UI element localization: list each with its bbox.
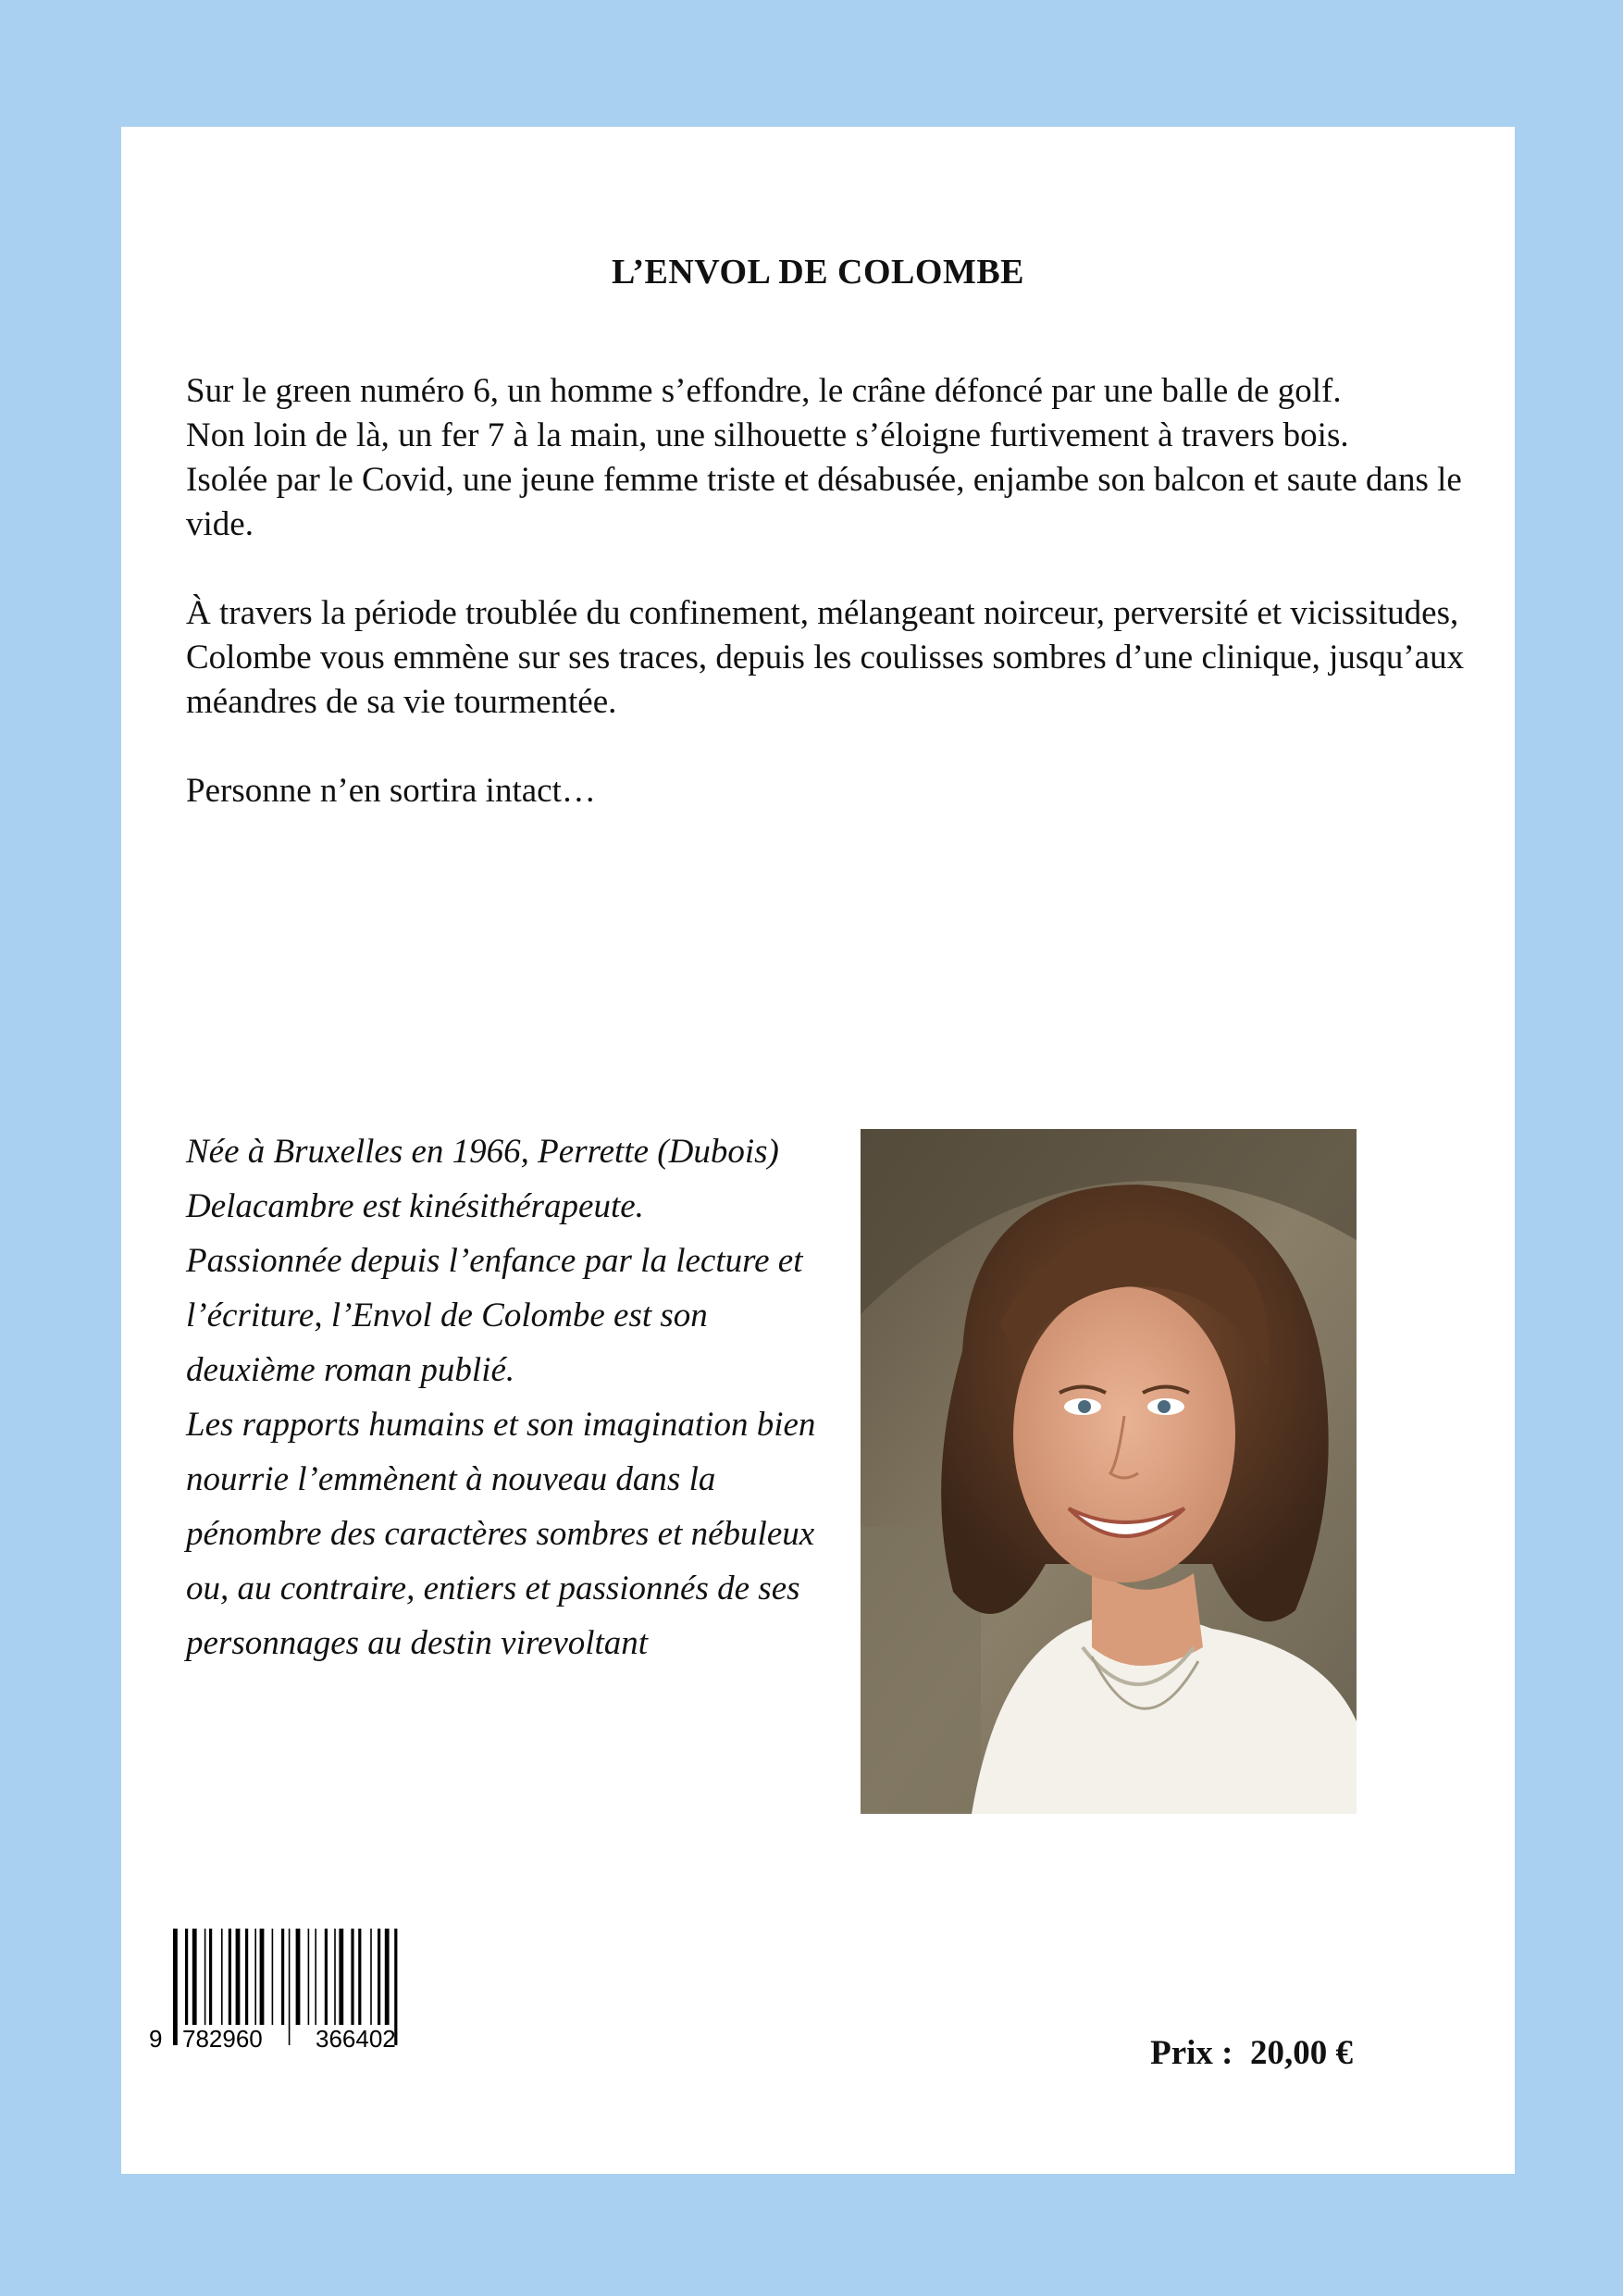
barcode-bar xyxy=(229,1929,231,2025)
barcode-bar xyxy=(281,1929,284,2025)
barcode-bar xyxy=(334,1929,336,2025)
author-photo xyxy=(861,1129,1357,1814)
barcode-bar xyxy=(236,1929,241,2025)
barcode-bar xyxy=(192,1929,197,2025)
blurb-paragraph: Sur le green numéro 6, un homme s’effondre, le crâne défoncé par une balle de golf. xyxy=(186,372,1342,410)
barcode-bar xyxy=(378,1929,380,2025)
blurb-paragraph: Isolée par le Covid, une jeune femme triste et désabusée, enjambe son balcon et saute dans le vide. xyxy=(186,461,1462,543)
barcode-bar xyxy=(308,1929,310,2025)
barcode-bar xyxy=(351,1929,353,2025)
bio-paragraph: Passionnée depuis l’enfance par la lecture et l’écriture, l’Envol de Colombe est son deuxième roman publié. xyxy=(186,1242,803,1389)
barcode-digits-right: 366402 xyxy=(316,2025,396,2049)
barcode-bar xyxy=(204,1929,206,2025)
barcode-bar xyxy=(209,1929,212,2025)
barcode-digit-first: 9 xyxy=(149,2025,163,2049)
author-bio xyxy=(186,1124,834,1670)
barcode-bar xyxy=(289,1929,291,2045)
blurb-tagline: Personne n’en sortira intact… xyxy=(186,772,596,810)
barcode-bar xyxy=(260,1929,265,2025)
barcode-bar xyxy=(272,1929,274,2025)
barcode-bar xyxy=(296,1929,301,2025)
blurb-paragraph: À travers la période troublée du confinement, mélangeant noirceur, perversité et vicissitudes, Colombe vous emmène sur ses traces, depuis les coulisses sombres d’une clinique, jusqu’aux méandres de sa vie tourmentée. xyxy=(186,594,1465,721)
barcode-bar xyxy=(370,1929,372,2025)
book-blurb xyxy=(186,369,1500,813)
barcode-bar xyxy=(339,1929,343,2025)
blurb-paragraph: Non loin de là, un fer 7 à la main, une silhouette s’éloigne furtivement à travers bois. xyxy=(186,416,1349,454)
back-cover-page xyxy=(121,127,1515,2174)
bio-paragraph: Les rapports humains et son imagination bien nourrie l’emmènent à nouveau dans la pénombre des caractères sombres et nébuleux ou, au contraire, entiers et passionnés de ses personnages au destin virevoltant xyxy=(186,1406,816,1662)
barcode-bar xyxy=(221,1929,223,2025)
barcode-bar xyxy=(358,1929,361,2025)
barcode-bar xyxy=(173,1929,178,2045)
price-label: Prix : 20,00 € xyxy=(1150,2034,1353,2072)
isbn-barcode xyxy=(147,1929,434,2049)
barcode-bar xyxy=(185,1929,188,2025)
barcode-bar xyxy=(385,1929,390,2025)
barcode-bar xyxy=(325,1929,328,2025)
barcode-bar xyxy=(245,1929,248,2025)
barcode-bar xyxy=(315,1929,316,2025)
barcode-bar xyxy=(254,1929,256,2025)
bio-paragraph: Née à Bruxelles en 1966, Perrette (Dubois) Delacambre est kinésithérapeute. xyxy=(186,1133,779,1225)
barcode-digits-left: 782960 xyxy=(182,2025,263,2049)
book-title: L’ENVOL DE COLOMBE xyxy=(611,253,1025,292)
